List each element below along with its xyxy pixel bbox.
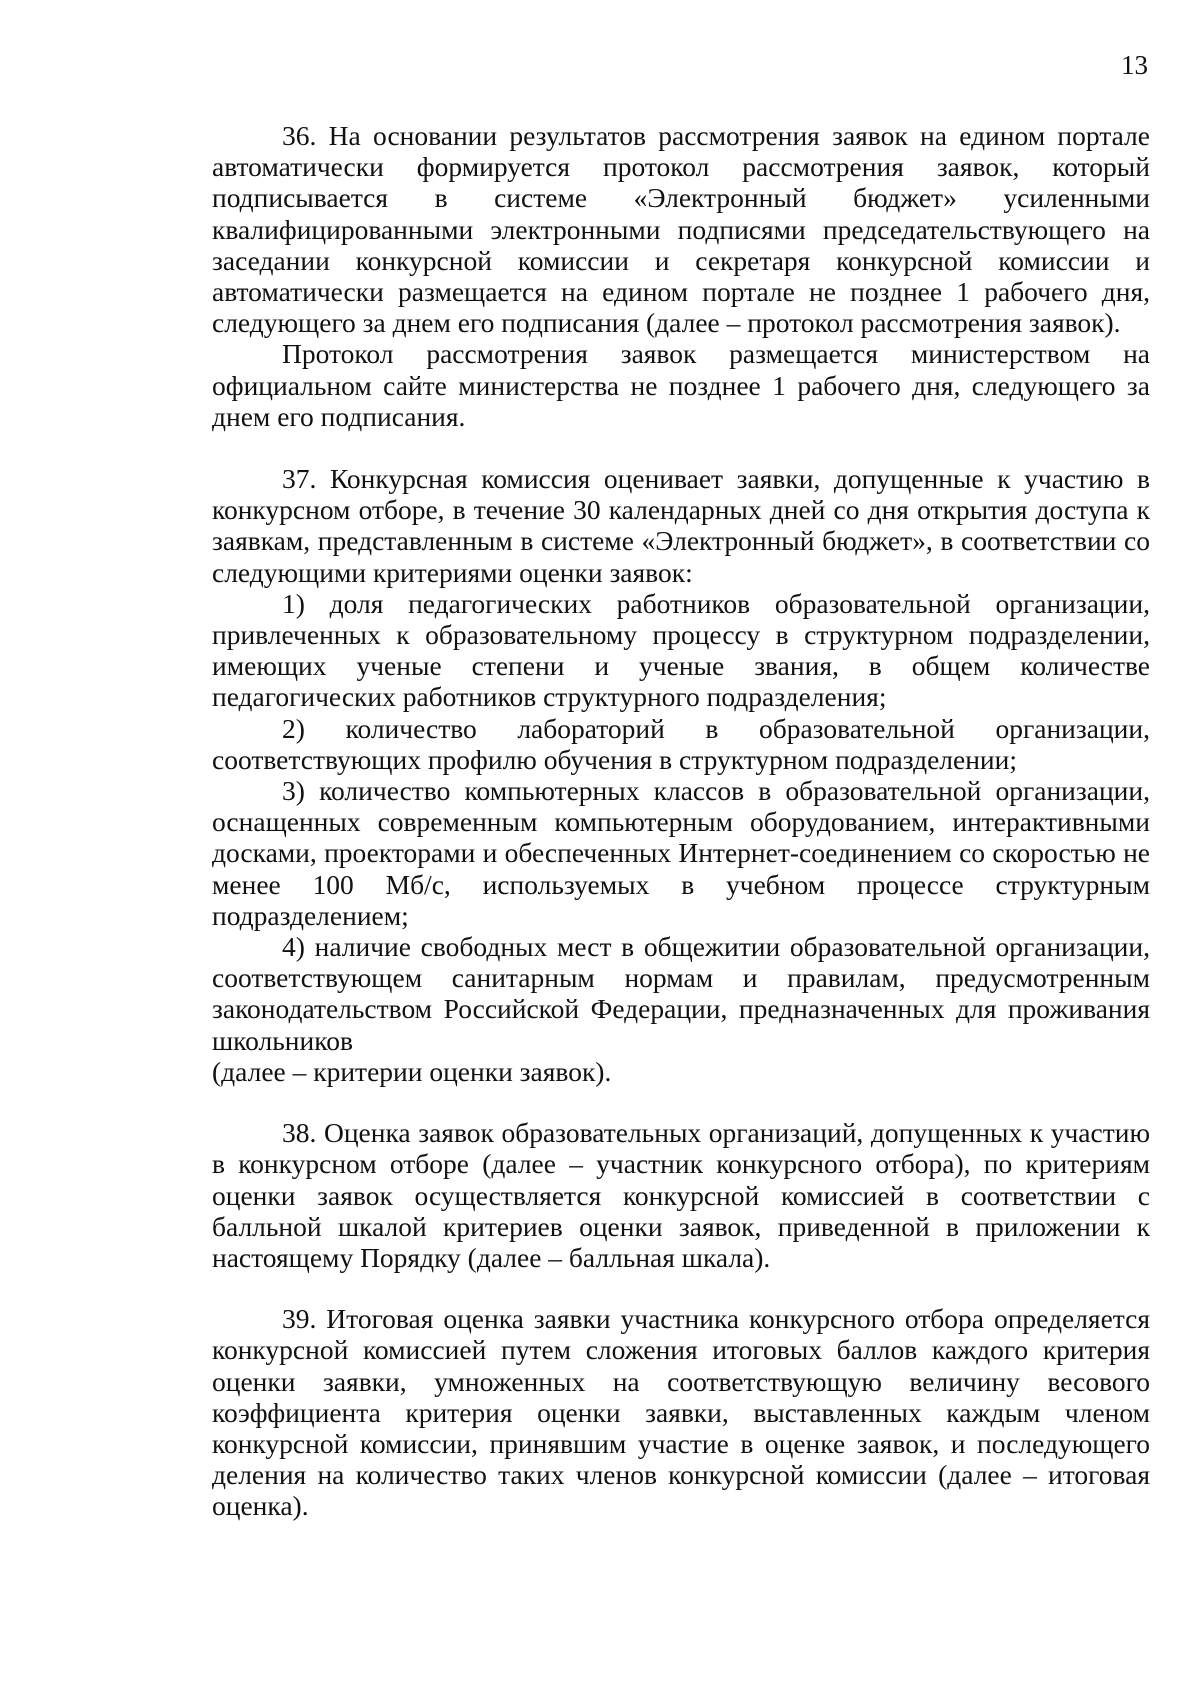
paragraph-36: 36. На основании результатов рассмотрения заявок на едином портале автоматически формируется протокол рассмотрения заявок, который подписывается в системе «Электронный бюджет» усиленными квалифицированными электронными подписями председательствующего на заседании конкурсной комиссии и секретаря конкурсной комиссии и автоматически размещается на едином портале не позднее 1 рабочего дня, следующего за днем его подписания (далее – протокол рассмотрения заявок). [212, 120, 1150, 339]
paragraph-37: 37. Конкурсная комиссия оценивает заявки, допущенные к участию в конкурсном отборе, в течение 30 календарных дней со дня открытия доступа к заявкам, представленным в системе «Электронный бюджет», в соответствии со следующими критериями оценки заявок: [212, 463, 1150, 588]
document-body [212, 120, 1150, 1522]
paragraph-39: 39. Итоговая оценка заявки участника конкурсного отбора определяется конкурсной комиссией путем сложения итоговых баллов каждого критерия оценки заявки, умноженных на соответствующую величину весового коэффициента критерия оценки заявки, выставленных каждым членом конкурсной комиссии, принявшим участие в оценке заявок, и последующего деления на количество таких членов конкурсной комиссии (далее – итоговая оценка). [212, 1303, 1150, 1522]
paragraph-38: 38. Оценка заявок образовательных организаций, допущенных к участию в конкурсном отборе (далее – участник конкурсного отбора), по критериям оценки заявок осуществляется конкурсной комиссией в соответствии с балльной шкалой критериев оценки заявок, приведенной в приложении к настоящему Порядку (далее – балльная шкала). [212, 1117, 1150, 1273]
criterion-4: 4) наличие свободных мест в общежитии образовательной организации, соответствующем санитарным нормам и правилам, предусмотренным законодательством Российской Федерации, предназначенных для проживания школьников [212, 931, 1150, 1056]
criterion-3: 3) количество компьютерных классов в образовательной организации, оснащенных современным компьютерным оборудованием, интерактивными досками, проекторами и обеспеченных Интернет-соединением со скоростью не менее 100 Мб/с, используемых в учебном процессе структурным подразделением; [212, 775, 1150, 931]
page-number: 13 [1121, 50, 1148, 80]
criterion-1: 1) доля педагогических работников образовательной организации, привлеченных к образовательному процессу в структурном подразделении, имеющих ученые степени и ученые звания, в общем количестве педагогических работников структурного подразделения; [212, 587, 1150, 713]
paragraph-36-protocol: Протокол рассмотрения заявок размещается министерством на официальном сайте министерства не позднее 1 рабочего дня, следующего за днем его подписания. [212, 338, 1150, 432]
criterion-2: 2) количество лабораторий в образовательной организации, соответствующих профилю обучения в структурном подразделении; [212, 712, 1150, 775]
criteria-definition: (далее – критерии оценки заявок). [212, 1055, 612, 1087]
